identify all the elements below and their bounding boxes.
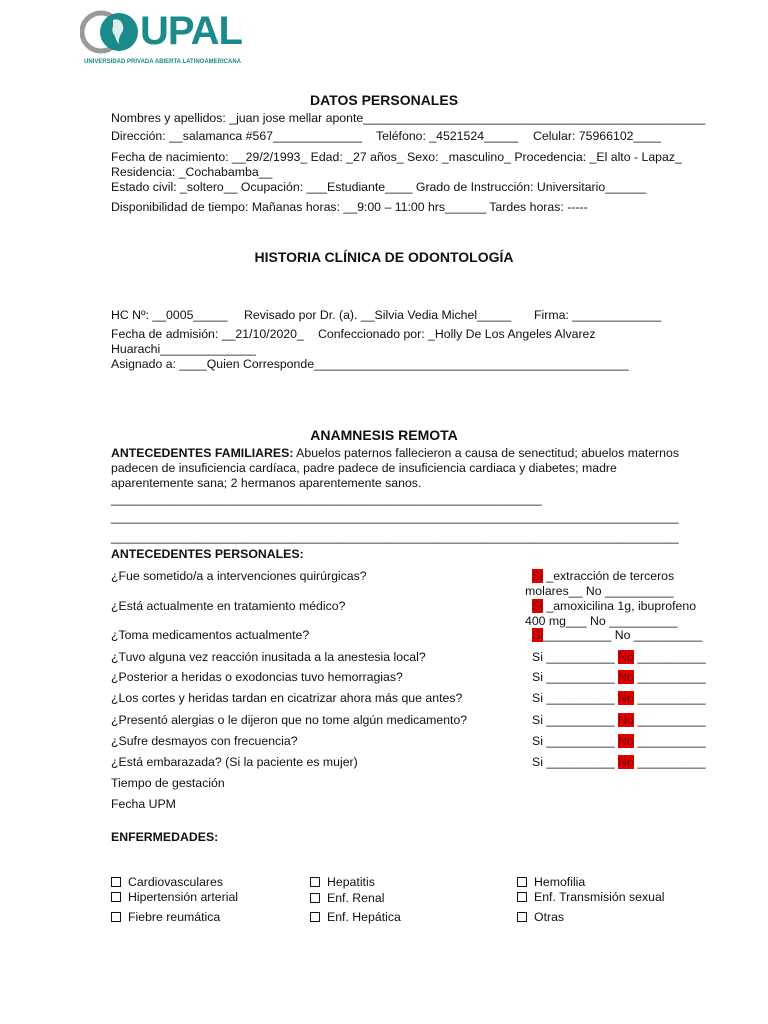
checkbox-icon[interactable] — [310, 893, 320, 903]
historia-clinica-title: HISTORIA CLÍNICA DE ODONTOLOGÍA — [254, 249, 514, 265]
si-option: Si — [532, 650, 543, 664]
no-marked: No — [618, 691, 634, 705]
blank-line: ___________________________________________________________________________________ — [111, 530, 679, 544]
tiempo-gestacion: Tiempo de gestación — [111, 776, 225, 790]
residencia-line: Residencia: _Cochabamba__ — [111, 165, 273, 179]
si-marked: Si — [532, 599, 543, 613]
checkbox-icon[interactable] — [111, 892, 121, 902]
answer-text: _extracción de terceros — [542, 569, 675, 583]
checkbox-icon[interactable] — [111, 912, 121, 922]
datos-personales-title: DATOS PERSONALES — [309, 92, 459, 108]
answer-cicatrizar: Si __________ No __________ — [532, 691, 706, 705]
answer-tratamiento — [532, 599, 696, 614]
checkbox-ets[interactable]: Enf. Transmisión sexual — [517, 890, 665, 905]
question-cirugias: ¿Fue sometido/a a intervenciones quirúrgicas? — [111, 569, 367, 583]
si-marked: Si — [532, 628, 543, 642]
confeccionado-continuation: Huarachi______________ — [111, 342, 256, 356]
answer-hemorragias: Si __________ No __________ — [532, 670, 706, 684]
answer-cirugias-cont: molares__ No __________ — [525, 584, 674, 598]
checkbox-icon[interactable] — [310, 912, 320, 922]
confeccionado-field: Confeccionado por: _Holly De Los Angeles Alvarez — [318, 327, 596, 341]
checkbox-fiebre-reumatica[interactable]: Fiebre reumática — [111, 910, 220, 925]
question-medicamentos: ¿Toma medicamentos actualmente? — [111, 628, 310, 642]
estado-civil-line: Estado civil: _soltero__ Ocupación: ___Estudiante____ Grado de Instrucción: Universitario______ — [111, 180, 647, 194]
question-hemorragias: ¿Posterior a heridas o exodoncias tuvo hemorragias? — [111, 670, 403, 684]
checkbox-enf-renal[interactable]: Enf. Renal — [310, 891, 384, 906]
nacimiento-line: Fecha de nacimiento: __29/2/1993_ Edad: _27 años_ Sexo: _masculino_ Procedencia: _El alto - Lapaz_ — [111, 150, 682, 164]
checkbox-icon[interactable] — [111, 877, 121, 887]
answer-medicamentos: Si__________ No __________ — [532, 628, 703, 642]
firma-field: Firma: _____________ — [534, 308, 662, 322]
no-marked: No — [618, 670, 634, 684]
no-marked: No — [618, 650, 634, 664]
revisado-field: Revisado por Dr. (a). __Silvia Vedia Michel_____ — [244, 308, 512, 322]
asignado-field: Asignado a: ____Quien Corresponde______________________________________________ — [111, 357, 629, 371]
logo-subtitle: UNIVERSIDAD PRIVADA ABIERTA LATINOAMERICANA — [84, 59, 241, 65]
checkbox-hipertension[interactable]: Hipertensión arterial — [111, 890, 238, 905]
question-anestesia: ¿Tuvo alguna vez reacción inusitada a la anestesia local? — [111, 650, 426, 664]
question-tratamiento: ¿Está actualmente en tratamiento médico? — [111, 599, 346, 613]
si-option: Si — [532, 691, 543, 705]
answer-desmayos: Si __________ No __________ — [532, 734, 706, 748]
si-option: Si — [532, 670, 543, 684]
answer-tratamiento-cont: 400 mg___ No __________ — [525, 614, 678, 628]
logo-wordmark: UPAL — [140, 9, 242, 53]
hc-number-field: HC Nº: __0005_____ — [111, 308, 228, 322]
question-desmayos: ¿Sufre desmayos con frecuencia? — [111, 734, 298, 748]
enfermedades-title: ENFERMEDADES: — [111, 830, 219, 844]
si-marked: Si — [532, 569, 543, 583]
disponibilidad-line: Disponibilidad de tiempo: Mañanas horas: __9:00 – 11:00 hrs______ Tardes horas: ----- — [111, 200, 588, 214]
checkbox-icon[interactable] — [517, 912, 527, 922]
si-option: Si — [532, 734, 543, 748]
answer-text: _amoxicilina 1g, ibuprofeno — [542, 599, 697, 613]
no-marked: No — [618, 734, 634, 748]
familiares-label: ANTECEDENTES FAMILIARES: — [111, 446, 294, 460]
question-cicatrizar: ¿Los cortes y heridas tardan en cicatrizar ahora más que antes? — [111, 691, 463, 705]
no-option: No — [614, 628, 631, 642]
familiares-text: Abuelos paternos fallecieron a causa de senectitud; abuelos maternos padecen de insuficiencia cardíaca, padre padece de insuficiencia cardiaca y diabetes; madre aparentemente sana; 2 hermanos aparentemente sanos. — [111, 446, 679, 490]
direccion-field: Dirección: __salamanca #567_____________ — [111, 129, 362, 143]
checkbox-icon[interactable] — [517, 892, 527, 902]
si-option: Si — [532, 713, 543, 727]
celular-field: Celular: 75966102____ — [533, 129, 661, 143]
antecedentes-personales-title: ANTECEDENTES PERSONALES: — [111, 547, 304, 561]
fecha-upm: Fecha UPM — [111, 797, 176, 811]
fecha-admision-field: Fecha de admisión: __21/10/2020_ — [111, 327, 304, 341]
answer-anestesia: Si __________ No __________ — [532, 650, 706, 664]
answer-cirugias — [532, 569, 674, 584]
checkbox-icon[interactable] — [517, 877, 527, 887]
checkbox-icon[interactable] — [310, 877, 320, 887]
si-option: Si — [532, 755, 543, 769]
answer-alergias: Si __________ No __________ — [532, 713, 706, 727]
anamnesis-title: ANAMNESIS REMOTA — [310, 427, 458, 443]
checkbox-hemofilia[interactable]: Hemofilia — [517, 875, 585, 890]
nombres-line: Nombres y apellidos: _juan jose mellar aponte__________________________________________________ — [111, 111, 706, 125]
question-embarazada: ¿Está embarazada? (Si la paciente es mujer) — [111, 755, 358, 769]
antecedentes-familiares — [111, 446, 701, 491]
checkbox-enf-hepatica[interactable]: Enf. Hepática — [310, 910, 401, 925]
answer-embarazada: Si __________ No __________ — [532, 755, 706, 769]
checkbox-hepatitis[interactable]: Hepatitis — [310, 875, 375, 890]
checkbox-otras[interactable]: Otras — [517, 910, 564, 925]
checkbox-cardiovasculares[interactable]: Cardiovasculares — [111, 875, 223, 890]
blank-line: _______________________________________________________________ — [111, 492, 542, 506]
upal-logo — [80, 6, 250, 70]
no-marked: No — [618, 713, 634, 727]
blank-line: ___________________________________________________________________________________ — [111, 510, 679, 524]
question-alergias: ¿Presentó alergias o le dijeron que no tome algún medicamento? — [111, 713, 468, 727]
telefono-field: Teléfono: _4521524_____ — [376, 129, 519, 143]
no-marked: No — [618, 755, 634, 769]
